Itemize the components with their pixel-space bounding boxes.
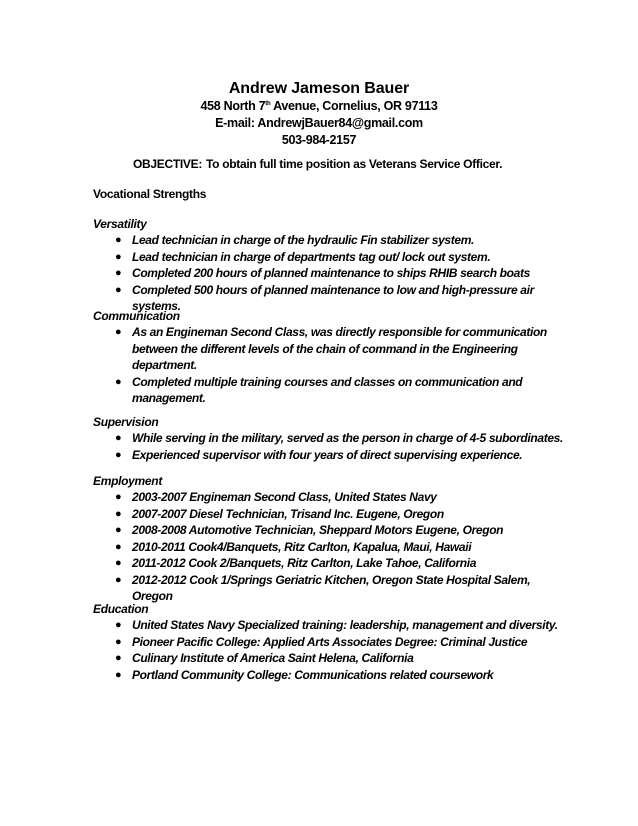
list-item	[93, 650, 573, 667]
list-item-text: Lead technician in charge of the hydraulic Fin stabilizer system.	[132, 233, 475, 247]
bullet-icon: ●	[115, 375, 122, 388]
bullet-icon: ●	[115, 573, 122, 586]
phone-line: 503-984-2157	[281, 133, 357, 147]
list-item	[93, 522, 573, 539]
section-title: Versatility	[93, 217, 147, 231]
list-item-text: 2010-2011 Cook4/Banquets, Ritz Carlton, Kapalua, Maui, Hawaii	[132, 539, 472, 554]
address-city: Avenue, Cornelius, OR 97113	[270, 99, 438, 113]
objective-text: To obtain full time position as Veterans Service Officer.	[206, 157, 503, 171]
section-title: Employment	[93, 474, 163, 488]
list-item	[93, 506, 573, 523]
section-title: Education	[93, 602, 149, 616]
bullet-icon: ●	[115, 619, 122, 631]
address-line	[0, 98, 638, 115]
list-item-text: Completed 200 hours of planned maintenance to ships RHIB search boats	[132, 266, 530, 280]
bullet-list	[93, 324, 573, 407]
list-item	[93, 249, 573, 266]
objective-label: OBJECTIVE:	[133, 157, 203, 171]
list-item-text: United States Navy Specialized training: leadership, management and diversity.	[132, 618, 558, 632]
section-title: Supervision	[93, 415, 159, 429]
list-item	[93, 539, 573, 556]
bullet-icon: ●	[115, 448, 122, 461]
list-item	[93, 232, 573, 249]
bullet-icon: ●	[115, 524, 122, 536]
list-item-text: Completed multiple training courses and classes on communication and management.	[132, 374, 523, 405]
bullet-icon: ●	[115, 652, 122, 664]
bullet-list	[93, 617, 573, 683]
bullet-icon: ●	[115, 635, 122, 648]
list-item	[93, 324, 573, 374]
objective	[133, 157, 502, 171]
list-item	[93, 374, 573, 407]
list-item-text: 2011-2012 Cook 2/Banquets, Ritz Carlton, Lake Tahoe, California	[132, 556, 477, 570]
bullet-icon: ●	[115, 283, 122, 296]
list-item	[93, 572, 573, 605]
bullet-icon: ●	[115, 668, 122, 681]
list-item-text: Portland Community College: Communications related coursework	[132, 667, 494, 682]
email-line: E-mail: AndrewjBauer84@gmail.com	[215, 116, 423, 130]
list-item	[93, 447, 573, 464]
address-ordinal: th	[265, 100, 271, 107]
address-street: 458 North 7	[200, 99, 266, 113]
vocational-strengths-heading: Vocational Strengths	[93, 187, 207, 201]
list-item-text: Culinary Institute of America Saint Helena, California	[132, 651, 414, 665]
section-communication	[93, 308, 573, 407]
resume-header	[0, 79, 638, 149]
list-item	[93, 617, 573, 634]
list-item-text: 2007-2007 Diesel Technician, Trisand Inc. Eugene, Oregon	[132, 506, 444, 521]
bullet-icon: ●	[115, 326, 122, 338]
list-item-text: As an Engineman Second Class, was directly responsible for communication between the different levels of the chain of command in the Engineering department.	[132, 325, 547, 372]
list-item	[93, 667, 573, 684]
list-item-text: 2003-2007 Engineman Second Class, United States Navy	[132, 490, 437, 504]
list-item-text: Completed 500 hours of planned maintenance to low and high-pressure air systems.	[132, 282, 534, 313]
bullet-list	[93, 430, 573, 463]
list-item	[93, 430, 573, 447]
section-supervision	[93, 414, 573, 463]
list-item-text: Experienced supervisor with four years of direct supervising experience.	[132, 447, 523, 462]
list-item	[93, 555, 573, 572]
bullet-icon: ●	[115, 507, 122, 520]
list-item-text: While serving in the military, served as the person in charge of 4-5 subordinates.	[132, 431, 563, 445]
list-item	[93, 634, 573, 651]
section-education	[93, 601, 573, 683]
candidate-name: Andrew Jameson Bauer	[228, 80, 410, 97]
bullet-list	[93, 489, 573, 605]
section-versatility	[93, 216, 573, 315]
list-item	[93, 489, 573, 506]
section-title: Communication	[93, 309, 180, 323]
bullet-icon: ●	[115, 540, 122, 553]
bullet-icon: ●	[115, 432, 122, 444]
bullet-icon: ●	[115, 267, 122, 279]
bullet-list	[93, 232, 573, 315]
list-item-text: Lead technician in charge of departments tag out/ lock out system.	[132, 249, 491, 264]
section-employment	[93, 473, 573, 605]
bullet-icon: ●	[115, 557, 122, 569]
list-item	[93, 265, 573, 282]
bullet-icon: ●	[115, 234, 122, 246]
list-item-text: 2008-2008 Automotive Technician, Sheppard Motors Eugene, Oregon	[132, 523, 504, 537]
bullet-icon: ●	[115, 250, 122, 263]
list-item-text: Pioneer Pacific College: Applied Arts Associates Degree: Criminal Justice	[132, 634, 528, 649]
bullet-icon: ●	[115, 491, 122, 503]
list-item-text: 2012-2012 Cook 1/Springs Geriatric Kitchen, Oregon State Hospital Salem, Oregon	[132, 572, 531, 603]
